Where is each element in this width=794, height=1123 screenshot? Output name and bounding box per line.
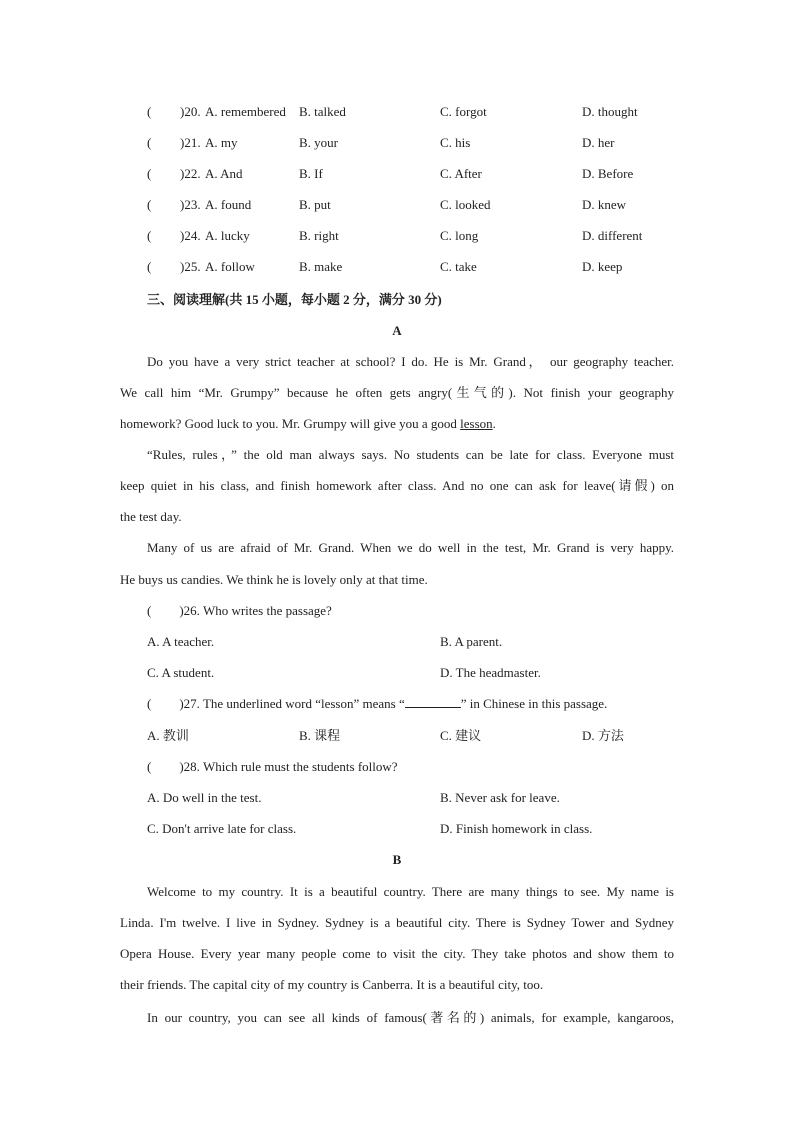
passage-b-line: Opera House. Every year many people come to visit the city. They take photos and show them to	[120, 946, 674, 961]
cloze-option-a[interactable]: A. And	[205, 166, 243, 181]
q28-option-a[interactable]: A. Do well in the test.	[147, 790, 262, 805]
q26-option-a[interactable]: A. A teacher.	[147, 634, 215, 649]
passage-a-line: keep quiet in his class, and finish homework after class. And no one can ask for leave(请假) on	[120, 478, 674, 493]
question-number: )25.	[180, 259, 201, 274]
q26-option-d[interactable]: D. The headmaster.	[440, 665, 541, 680]
passage-a-line: He buys us candies. We think he is lovely only at that time.	[120, 572, 428, 587]
cloze-option-a[interactable]: A. my	[205, 135, 238, 150]
passage-a-line: Do you have a very strict teacher at school? I do. He is Mr. Grand， our geography teacher.	[147, 354, 674, 369]
answer-paren[interactable]: (	[147, 228, 152, 243]
fill-blank	[405, 696, 461, 708]
passage-a-line: “Rules, rules，” the old man always says. No students can be late for class. Everyone must	[147, 447, 674, 462]
question-27: ( )27. The underlined word “lesson” means “ ” in Chinese in this passage.	[147, 696, 608, 711]
question-number: )23.	[180, 197, 201, 212]
q26-option-c[interactable]: C. A student.	[147, 665, 215, 680]
question-number: )21.	[180, 135, 201, 150]
q28-option-b[interactable]: B. Never ask for leave.	[440, 790, 560, 805]
q27-option-b[interactable]: B. 课程	[299, 728, 341, 743]
passage-b-line: In our country, you can see all kinds of famous(著名的) animals, for example, kangaroos,	[147, 1010, 674, 1025]
cloze-option-b[interactable]: B. make	[299, 259, 343, 274]
underlined-word: lesson	[460, 416, 493, 431]
passage-b-line: Welcome to my country. It is a beautiful country. There are many things to see. My name is	[147, 884, 674, 899]
answer-paren[interactable]: (	[147, 166, 152, 181]
question-28: ( )28. Which rule must the students follow?	[147, 759, 398, 774]
q27-option-d[interactable]: D. 方法	[582, 728, 624, 743]
answer-paren[interactable]: (	[147, 197, 152, 212]
cloze-option-b[interactable]: B. put	[299, 197, 331, 212]
q28-option-d[interactable]: D. Finish homework in class.	[440, 821, 593, 836]
q27-option-c[interactable]: C. 建议	[440, 728, 482, 743]
cloze-option-d[interactable]: D. keep	[582, 259, 623, 274]
cloze-option-b[interactable]: B. talked	[299, 104, 346, 119]
passage-a-line: We call him “Mr. Grumpy” because he often gets angry(生气的). Not finish your geography	[120, 385, 674, 400]
cloze-option-b[interactable]: B. If	[299, 166, 323, 181]
passage-b-label: B	[392, 852, 402, 867]
section-title: 三、阅读理解(共 15 小题，每小题 2 分，满分 30 分)	[147, 292, 442, 307]
passage-a-line: homework? Good luck to you. Mr. Grumpy will give you a good lesson.	[120, 416, 496, 431]
q26-option-b[interactable]: B. A parent.	[440, 634, 503, 649]
answer-paren[interactable]: (	[147, 759, 152, 774]
answer-paren[interactable]: (	[147, 259, 152, 274]
cloze-option-d[interactable]: D. different	[582, 228, 643, 243]
cloze-option-c[interactable]: C. long	[440, 228, 479, 243]
cloze-option-c[interactable]: C. forgot	[440, 104, 487, 119]
cloze-option-c[interactable]: C. After	[440, 166, 482, 181]
answer-paren[interactable]: (	[147, 696, 152, 711]
cloze-option-d[interactable]: D. thought	[582, 104, 638, 119]
cloze-option-a[interactable]: A. lucky	[205, 228, 250, 243]
answer-paren[interactable]: (	[147, 135, 152, 150]
answer-paren[interactable]: (	[147, 603, 152, 618]
q28-option-c[interactable]: C. Don't arrive late for class.	[147, 821, 297, 836]
cloze-option-c[interactable]: C. take	[440, 259, 477, 274]
cloze-option-b[interactable]: B. your	[299, 135, 338, 150]
passage-a-line: Many of us are afraid of Mr. Grand. When we do well in the test, Mr. Grand is very happy.	[147, 540, 674, 555]
question-number: )24.	[180, 228, 201, 243]
q27-option-a[interactable]: A. 教训	[147, 728, 189, 743]
question-26: ( )26. Who writes the passage?	[147, 603, 332, 618]
cloze-option-a[interactable]: A. remembered	[205, 104, 286, 119]
cloze-option-b[interactable]: B. right	[299, 228, 339, 243]
answer-paren[interactable]: (	[147, 104, 152, 119]
cloze-option-d[interactable]: D. Before	[582, 166, 634, 181]
cloze-option-c[interactable]: C. looked	[440, 197, 491, 212]
cloze-option-c[interactable]: C. his	[440, 135, 471, 150]
question-number: )22.	[180, 166, 201, 181]
passage-a-label: A	[392, 323, 402, 338]
cloze-option-d[interactable]: D. her	[582, 135, 615, 150]
cloze-option-d[interactable]: D. knew	[582, 197, 627, 212]
cloze-option-a[interactable]: A. follow	[205, 259, 255, 274]
passage-a-line: the test day.	[120, 509, 182, 524]
passage-b-line: Linda. I'm twelve. I live in Sydney. Sydney is a beautiful city. There is Sydney Tower and Sydney	[120, 915, 674, 930]
passage-b-line: their friends. The capital city of my country is Canberra. It is a beautiful city, too.	[120, 977, 544, 992]
cloze-option-a[interactable]: A. found	[205, 197, 252, 212]
question-number: )20.	[180, 104, 201, 119]
